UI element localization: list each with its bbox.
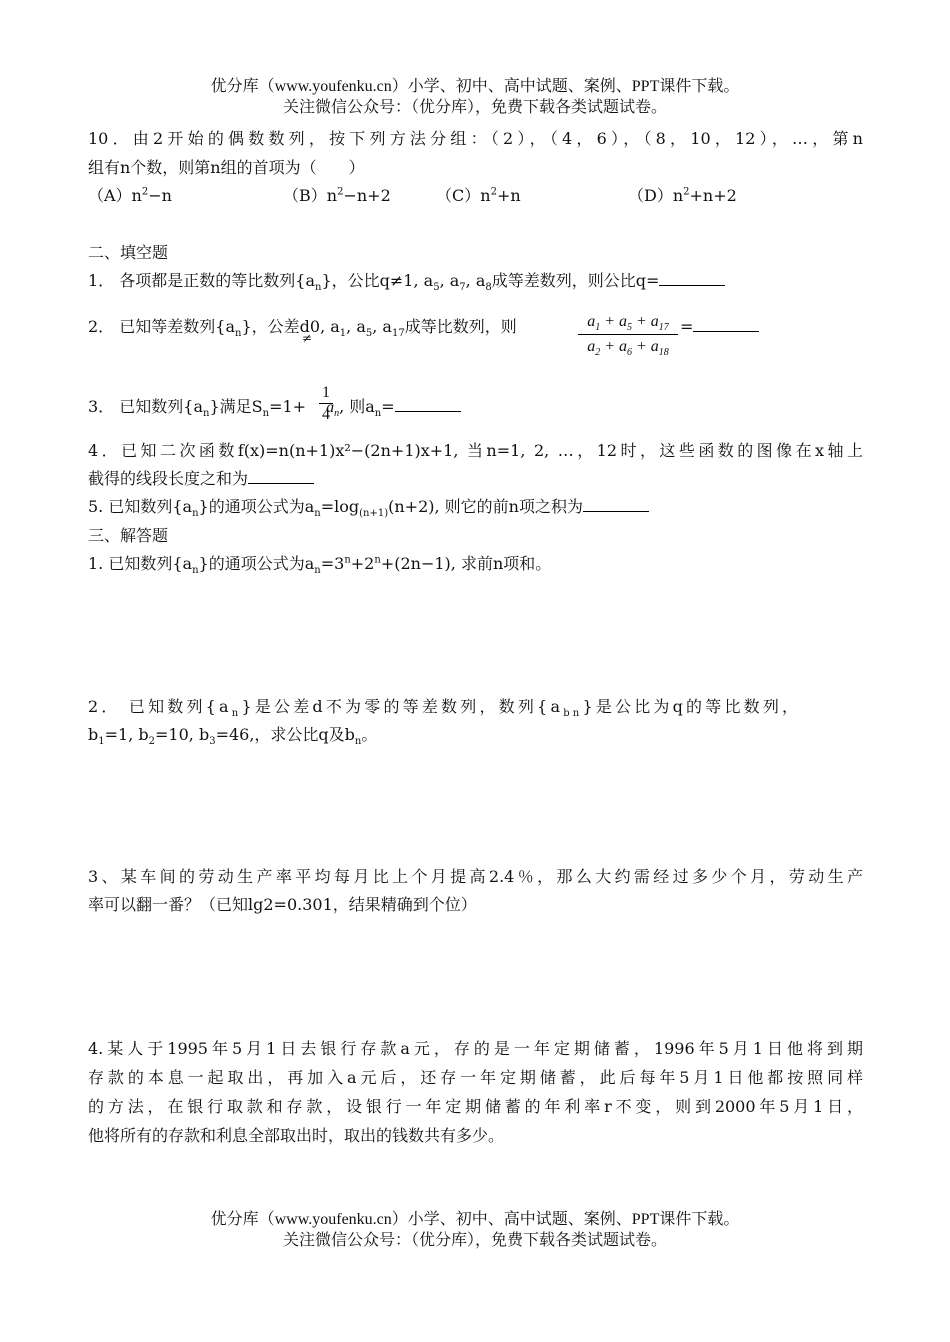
- answer-q4-line-1: 4.某人于1995年5月1日去银行存款a元，存的是一年定期储蓄，1996年5月1日他将到期: [88, 1039, 863, 1058]
- fraction-denominator: $a_2 + a_6 + a_{18}$: [578, 334, 678, 359]
- footer-line-1: 优分库（www.youfenku.cn）小学、初中、高中试题、案例、PPT课件下载。: [210, 1211, 740, 1228]
- header-line-2: 关注微信公众号：（优分库），免费下载各类试题试卷。: [282, 99, 667, 116]
- answer-blank: [659, 271, 725, 286]
- fill-q2-answer: =: [680, 316, 770, 338]
- option-d: $(D)n^2+n+2$: [628, 186, 737, 205]
- fill-q5: 5. 已知数列$\{a_n\}$的通项公式为$a_n=\log_{(n+1)}(n+2)$, 则它的前n项之积为: [88, 496, 863, 518]
- answer-q4-line-4: 他将所有的存款和利息全部取出时，取出的钱数共有多少。: [88, 1126, 505, 1145]
- fill-q2: 2． 已知等差数列$\{a_n\}$，公差d ≠ 0, $a_1$, $a_5$, $a_{17}$成等比数列，则: [88, 316, 863, 338]
- option-c: $(C)n^2+n$: [436, 186, 521, 205]
- section-answer-title: 三、解答题: [88, 526, 169, 545]
- fill-q4-line-2: 截得的线段长度之和为: [88, 468, 863, 490]
- fill-q3-fraction: [319, 383, 333, 426]
- answer-q4-line-3: 的方法，在银行取款和存款，设银行一年定期储蓄的年利率r不变，则到2000年5月1日，: [88, 1097, 863, 1116]
- answer-q2-line-1: 2． 已知数列$\{a_n\}$是公差d不为零的等差数列，数列$\{a_{bn}\}$是公比为q的等比数列，: [88, 697, 802, 720]
- option-a: $(A)n^2-n$: [88, 186, 172, 205]
- section-fill-title: 二、填空题: [88, 243, 169, 262]
- fraction-denominator: 4: [319, 403, 333, 426]
- fraction-numerator: 1: [322, 384, 330, 401]
- answer-q1: 1. 已知数列$\{a_n\}$的通项公式为$a_n=3^n+2^n+(2n-1)$, 求前n项和。: [88, 554, 552, 577]
- answer-blank: [395, 397, 461, 412]
- option-b: $(B)n^2-n+2$: [283, 186, 391, 205]
- q10-options: [88, 185, 863, 207]
- fraction-numerator: $a_1 + a_5 + a_{17}$: [587, 313, 669, 334]
- answer-q3-line-1: 3、某车间的劳动生产率平均每月比上个月提高2.4％，那么大约需经过多少个月，劳动生产: [88, 867, 863, 886]
- footer-line-2: 关注微信公众号：（优分库），免费下载各类试题试卷。: [282, 1232, 667, 1249]
- fill-q1: 1． 各项都是正数的等比数列$\{a_n\}$，公比q≠1, $a_5$, $a_7$, $a_8$成等差数列，则公比q=: [88, 270, 863, 292]
- fill-q2-fraction: [578, 310, 678, 359]
- q10-line-2: 组有n个数，则第n组的首项为（ ）: [88, 158, 365, 177]
- answer-q2-line-2: $b_1=1$, $b_2=10$, $b_3=46$,，求公比q及$b_n$。: [88, 725, 378, 748]
- answer-blank: [583, 497, 649, 512]
- answer-blank: [693, 317, 759, 332]
- fill-q3: 3． 已知数列$\{a_n\}$满足$S_n=1+ a_n$, 则$a_n=$: [88, 396, 863, 419]
- header-line-1: 优分库（www.youfenku.cn）小学、初中、高中试题、案例、PPT课件下载。: [210, 78, 740, 95]
- answer-q4-line-2: 存款的本息一起取出，再加入a元后，还存一年定期储蓄，此后每年5月1日他都按照同样: [88, 1068, 863, 1087]
- neq-symbol: ≠: [301, 331, 312, 345]
- answer-q3-line-2: 率可以翻一番？（已知lg2=0.301，结果精确到个位）: [88, 895, 477, 914]
- q10-line-1: 10．由2开始的偶数数列，按下列方法分组：（2），（4，6），（8，10，12），…，第n: [88, 129, 863, 148]
- fill-q4-line-1: 4．已知二次函数f(x)=n(n+1)x²−(2n+1)x+1, 当n=1, 2, …，12时，这些函数的图像在x轴上: [88, 441, 863, 460]
- answer-blank: [248, 469, 314, 484]
